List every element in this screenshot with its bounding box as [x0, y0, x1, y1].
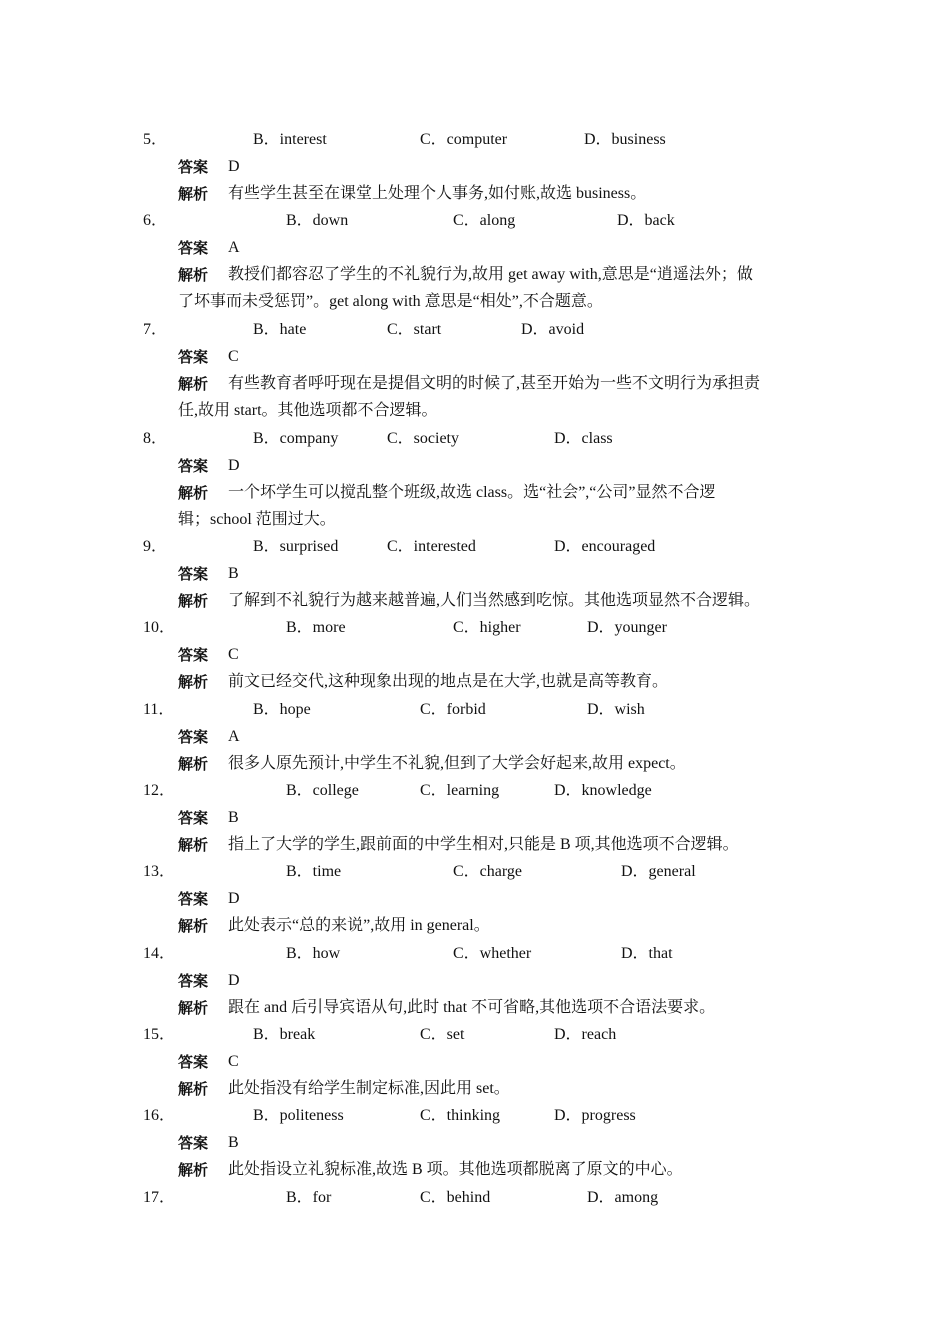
- analysis-label: 解析: [178, 266, 209, 284]
- option-c: C．whether: [453, 945, 532, 962]
- analysis-text-cont: 了坏事而未受惩罚”。get along with 意思是“相处”,不合题意。: [178, 293, 603, 310]
- analysis-text: 跟在 and 后引导宾语从句,此时 that 不可省略,其他选项不合语法要求。: [228, 999, 716, 1016]
- answer-label: 答案: [178, 239, 209, 257]
- analysis-label: 解析: [178, 755, 209, 773]
- option-b: B．hope: [253, 701, 311, 718]
- analysis-text: 指上了大学的学生,跟前面的中学生相对,只能是 B 项,其他选项不合逻辑。: [228, 836, 739, 853]
- option-d: D．wish: [587, 701, 645, 718]
- answer-value: B: [228, 565, 239, 582]
- question-number: 12．: [143, 782, 176, 799]
- question-number: 16．: [143, 1107, 176, 1124]
- answer-label: 答案: [178, 1053, 209, 1071]
- question-number: 13．: [143, 863, 176, 880]
- answer-value: A: [228, 728, 240, 745]
- answer-label: 答案: [178, 890, 209, 908]
- answer-label: 答案: [178, 348, 209, 366]
- option-c: C．society: [387, 430, 459, 447]
- analysis-label: 解析: [178, 375, 209, 393]
- analysis-text: 很多人原先预计,中学生不礼貌,但到了大学会好起来,故用 expect。: [228, 755, 686, 772]
- question-number: 5．: [143, 131, 168, 148]
- question-number: 14．: [143, 945, 176, 962]
- option-b: B．for: [286, 1189, 332, 1206]
- question-number: 8．: [143, 430, 168, 447]
- question-number: 7．: [143, 321, 168, 338]
- option-d: D．class: [554, 430, 613, 447]
- option-b: B．down: [286, 212, 349, 229]
- option-d: D．general: [621, 863, 696, 880]
- answer-value: A: [228, 239, 240, 256]
- answer-value: C: [228, 1053, 239, 1070]
- analysis-label: 解析: [178, 999, 209, 1017]
- answer-value: D: [228, 890, 240, 907]
- option-c: C．higher: [453, 619, 521, 636]
- option-b: B．how: [286, 945, 341, 962]
- answer-label: 答案: [178, 457, 209, 475]
- analysis-text: 此处指设立礼貌标准,故选 B 项。其他选项都脱离了原文的中心。: [228, 1161, 683, 1178]
- option-b: B．hate: [253, 321, 307, 338]
- answer-value: D: [228, 158, 240, 175]
- answer-value: C: [228, 646, 239, 663]
- analysis-label: 解析: [178, 836, 209, 854]
- question-number: 15．: [143, 1026, 176, 1043]
- analysis-label: 解析: [178, 185, 209, 203]
- option-d: D．that: [621, 945, 673, 962]
- analysis-text: 前文已经交代,这种现象出现的地点是在大学,也就是高等教育。: [228, 673, 669, 690]
- answer-label: 答案: [178, 565, 209, 583]
- option-b: B．break: [253, 1026, 316, 1043]
- answer-value: B: [228, 809, 239, 826]
- analysis-text: 教授们都容忍了学生的不礼貌行为,故用 get away with,意思是“逍遥法外；做: [228, 266, 753, 283]
- option-d: D．encouraged: [554, 538, 656, 555]
- option-c: C．start: [387, 321, 442, 338]
- answer-label: 答案: [178, 809, 209, 827]
- option-c: C．learning: [420, 782, 500, 799]
- answer-value: C: [228, 348, 239, 365]
- answer-value: D: [228, 457, 240, 474]
- option-c: C．thinking: [420, 1107, 501, 1124]
- question-number: 9．: [143, 538, 168, 555]
- option-d: D．business: [584, 131, 666, 148]
- question-number: 11．: [143, 701, 175, 718]
- question-number: 17．: [143, 1189, 176, 1206]
- analysis-text-cont: 辑；school 范围过大。: [178, 511, 336, 528]
- analysis-text: 此处指没有给学生制定标准,因此用 set。: [228, 1080, 510, 1097]
- option-c: C．forbid: [420, 701, 486, 718]
- analysis-label: 解析: [178, 917, 209, 935]
- question-number: 6．: [143, 212, 168, 229]
- analysis-label: 解析: [178, 592, 209, 610]
- analysis-text-cont: 任,故用 start。其他选项都不合逻辑。: [178, 402, 438, 419]
- option-b: B．interest: [253, 131, 327, 148]
- analysis-label: 解析: [178, 1161, 209, 1179]
- analysis-text: 有些教育者呼吁现在是提倡文明的时候了,甚至开始为一些不文明行为承担责: [228, 375, 761, 392]
- answer-label: 答案: [178, 972, 209, 990]
- answer-label: 答案: [178, 158, 209, 176]
- option-d: D．among: [587, 1189, 659, 1206]
- option-c: C．along: [453, 212, 516, 229]
- option-b: B．politeness: [253, 1107, 344, 1124]
- option-d: D．younger: [587, 619, 667, 636]
- answer-value: D: [228, 972, 240, 989]
- answer-value: B: [228, 1134, 239, 1151]
- analysis-text: 此处表示“总的来说”,故用 in general。: [228, 917, 490, 934]
- option-b: B．more: [286, 619, 346, 636]
- analysis-text: 一个坏学生可以搅乱整个班级,故选 class。选“社会”,“公司”显然不合逻: [228, 484, 716, 501]
- option-b: B．college: [286, 782, 359, 799]
- option-c: C．interested: [387, 538, 476, 555]
- option-b: B．company: [253, 430, 339, 447]
- option-c: C．behind: [420, 1189, 491, 1206]
- option-d: D．back: [617, 212, 675, 229]
- option-c: C．set: [420, 1026, 465, 1043]
- analysis-label: 解析: [178, 1080, 209, 1098]
- answer-label: 答案: [178, 1134, 209, 1152]
- analysis-label: 解析: [178, 484, 209, 502]
- option-c: C．computer: [420, 131, 508, 148]
- answer-label: 答案: [178, 646, 209, 664]
- option-d: D．reach: [554, 1026, 617, 1043]
- answer-label: 答案: [178, 728, 209, 746]
- question-number: 10．: [143, 619, 176, 636]
- option-c: C．charge: [453, 863, 523, 880]
- option-b: B．surprised: [253, 538, 339, 555]
- option-b: B．time: [286, 863, 342, 880]
- analysis-text: 了解到不礼貌行为越来越普遍,人们当然感到吃惊。其他选项显然不合逻辑。: [228, 592, 761, 609]
- option-d: D．knowledge: [554, 782, 652, 799]
- option-d: D．progress: [554, 1107, 636, 1124]
- option-d: D．avoid: [521, 321, 585, 338]
- analysis-text: 有些学生甚至在课堂上处理个人事务,如付账,故选 business。: [228, 185, 647, 202]
- analysis-label: 解析: [178, 673, 209, 691]
